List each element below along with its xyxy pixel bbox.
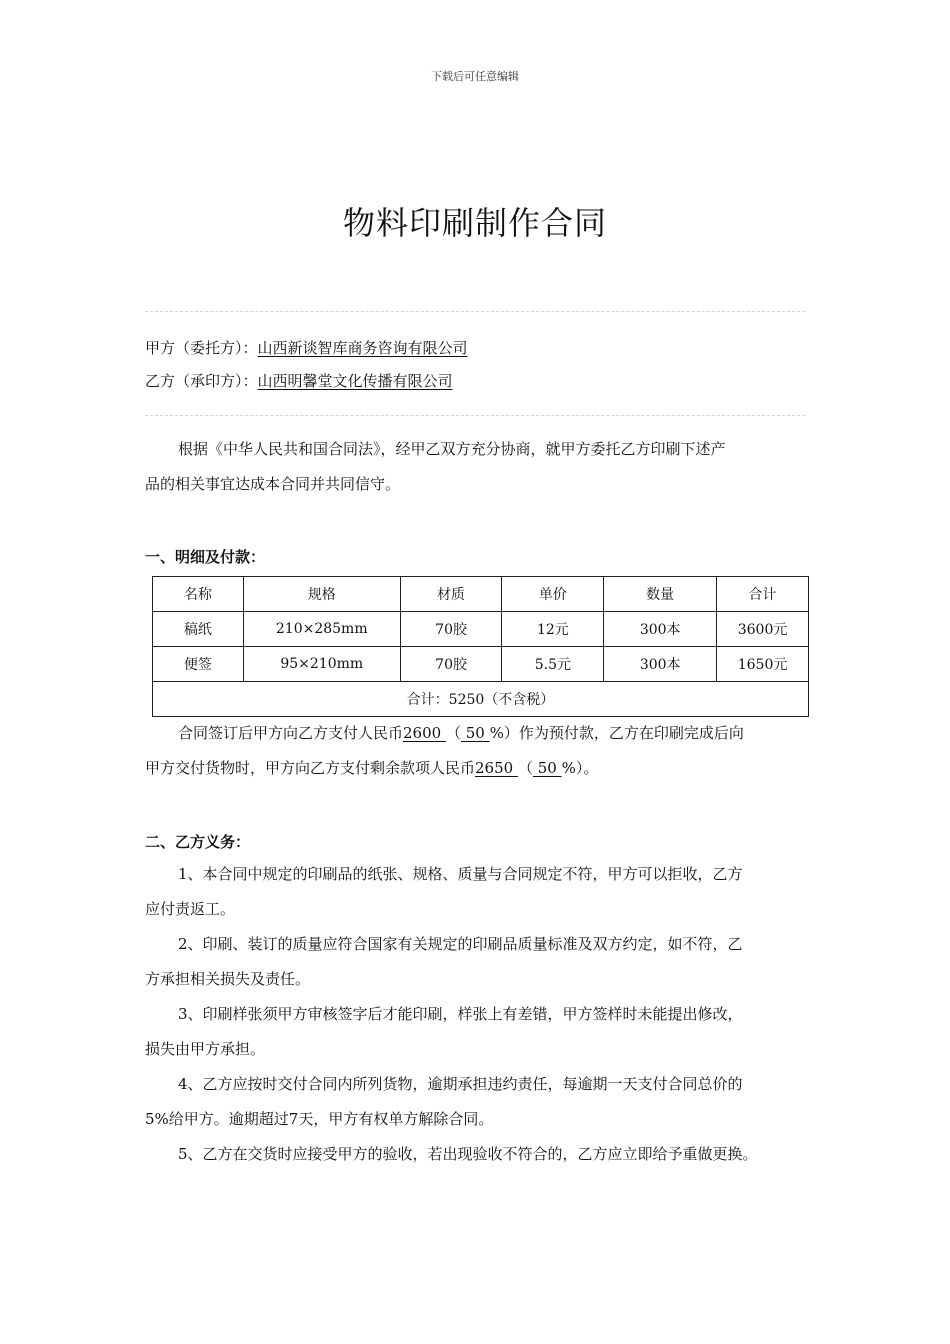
obligation-3-line-2: 损失由甲方承担。 (145, 1040, 266, 1058)
payment-text-1: 合同签订后甲方向乙方支付人民币 (178, 724, 404, 742)
prepay-amount: 2600 (403, 724, 446, 742)
header-material: 材质 (400, 577, 502, 612)
header-name: 名称 (153, 577, 244, 612)
list-item (145, 857, 807, 927)
list-item (145, 1137, 807, 1172)
cell-material: 70胶 (400, 647, 502, 682)
balance-percent: 50 (532, 759, 562, 777)
cell-quantity: 300本 (604, 647, 717, 682)
payment-text-4: %）。 (561, 759, 599, 777)
items-table (152, 576, 809, 717)
table-row (153, 612, 809, 647)
cell-spec: 210×285mm (243, 612, 400, 647)
cell-material: 70胶 (400, 612, 502, 647)
party-a-name: 山西新谈智库商务咨询有限公司 (257, 339, 468, 357)
intro-line-1: 根据《中华人民共和国合同法》，经甲乙双方充分协商，就甲方委托乙方印刷下述产 (178, 440, 726, 458)
obligation-3-line-1: 3、印刷样张须甲方审核签字后才能印刷，样张上有差错，甲方签样时未能提出修改， (178, 1005, 743, 1023)
section-2-title: 二、乙方义务： (145, 833, 251, 851)
payment-paren-2: （ (517, 759, 533, 777)
list-item (145, 1067, 807, 1137)
table-row (153, 647, 809, 682)
table-total: 合计：5250（不含税） (153, 682, 809, 717)
payment-paragraph (145, 716, 807, 786)
obligations-list (145, 857, 807, 1172)
obligation-1-line-2: 应付责返工。 (145, 900, 236, 918)
cell-quantity: 300本 (604, 612, 717, 647)
obligation-1-line-1: 1、本合同中规定的印刷品的纸张、规格、质量与合同规定不符，甲方可以拒收，乙方 (178, 865, 743, 883)
table-total-row (153, 682, 809, 717)
header-subtotal: 合计 (717, 577, 809, 612)
header-note: 下载后可任意编辑 (431, 70, 519, 83)
obligation-5-line-1: 5、乙方在交货时应接受甲方的验收，若出现验收不符合的，乙方应立即给予重做更换。 (178, 1145, 758, 1163)
balance-amount: 2650 (475, 759, 518, 777)
cell-name: 稿纸 (153, 612, 244, 647)
party-b-label: 乙方（承印方）： (145, 372, 258, 390)
cell-unit-price: 12元 (502, 612, 604, 647)
list-item (145, 927, 807, 997)
cell-subtotal: 1650元 (717, 647, 809, 682)
party-a-label: 甲方（委托方）： (145, 339, 258, 357)
obligation-2-line-2: 方承担相关损失及责任。 (145, 970, 311, 988)
party-a (145, 338, 468, 358)
prepay-percent: 50 (460, 724, 490, 742)
party-b (145, 371, 453, 391)
header-unit-price: 单价 (502, 577, 604, 612)
obligation-4-line-2: 5%给甲方。逾期超过7天，甲方有权单方解除合同。 (145, 1110, 494, 1128)
divider-bottom (145, 415, 805, 416)
obligation-2-line-1: 2、印刷、装订的质量应符合国家有关规定的印刷品质量标准及双方约定，如不符，乙 (178, 935, 743, 953)
divider-top (145, 311, 805, 312)
list-item (145, 997, 807, 1067)
header-quantity: 数量 (604, 577, 717, 612)
cell-unit-price: 5.5元 (502, 647, 604, 682)
header-spec: 规格 (243, 577, 400, 612)
cell-spec: 95×210mm (243, 647, 400, 682)
cell-subtotal: 3600元 (717, 612, 809, 647)
table-header-row (153, 577, 809, 612)
section-1-title: 一、明细及付款： (145, 548, 266, 566)
obligation-4-line-1: 4、乙方应按时交付合同内所列货物，逾期承担违约责任，每逾期一天支付合同总价的 (178, 1075, 743, 1093)
intro-line-2: 品的相关事宜达成本合同并共同信守。 (145, 475, 401, 493)
payment-text-3: 甲方交付货物时，甲方向乙方支付剩余款项人民币 (145, 759, 476, 777)
payment-text-2: %）作为预付款，乙方在印刷完成后向 (489, 724, 744, 742)
party-b-name: 山西明馨堂文化传播有限公司 (257, 372, 453, 390)
payment-paren-1: （ (445, 724, 461, 742)
cell-name: 便签 (153, 647, 244, 682)
intro-paragraph (145, 432, 807, 502)
contract-title: 物料印刷制作合同 (342, 204, 607, 242)
